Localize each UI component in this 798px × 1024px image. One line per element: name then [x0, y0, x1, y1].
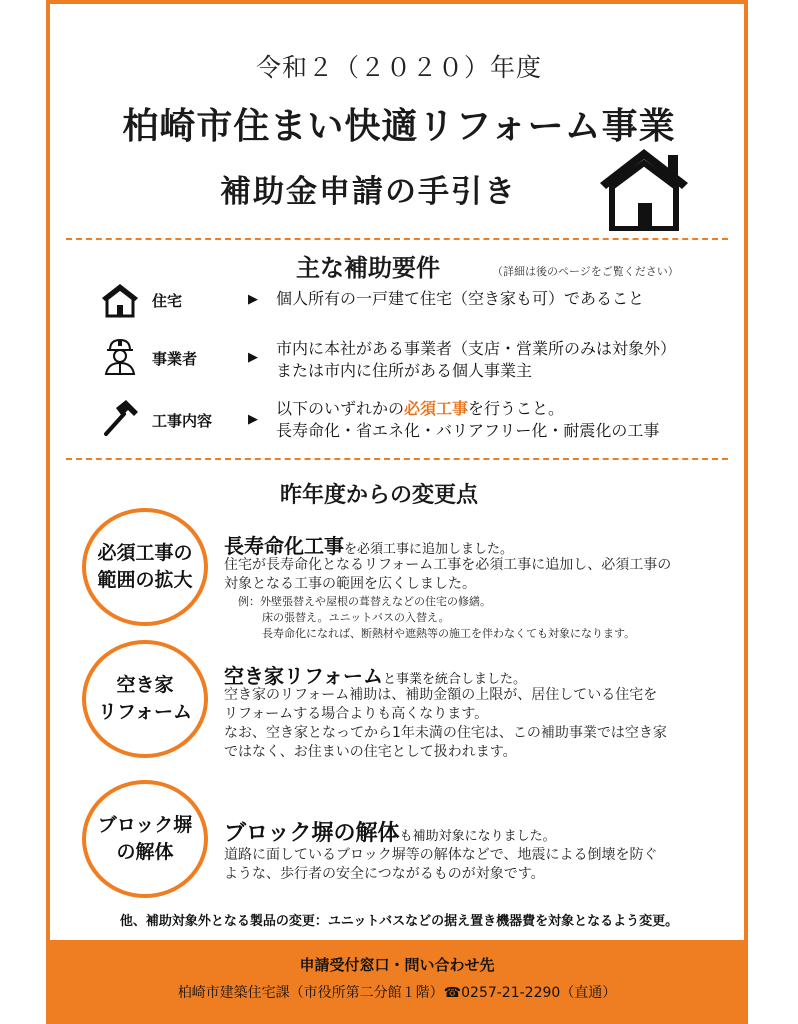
divider-top [66, 238, 728, 240]
changes-title: 昨年度からの変更点 [280, 483, 479, 508]
change-head-3: ブロック塀の解体も補助対象になりました。 [224, 821, 556, 846]
contact-box [46, 940, 748, 1024]
req-text-work: 以下のいずれかの必須工事を行うこと。 長寿命化・省エネ化・バリアフリー化・耐震化の工事 [276, 399, 660, 440]
change-circle-1: 必須工事の 範囲の拡大 [82, 508, 208, 626]
req-label-house: 住宅 [152, 292, 183, 310]
change-body-1: 住宅が長寿命化となるリフォーム工事を必須工事に追加し、必須工事の 対象となる工事の範囲を広くしました。 [224, 557, 672, 592]
contact-info: 柏崎市建築住宅課（市役所第二分館１階）☎0257-21-2290（直通） [177, 985, 617, 1001]
contact-title: 申請受付窓口・問い合わせ先 [299, 956, 495, 974]
change-body-2: 空き家のリフォーム補助は、補助金額の上限が、居住している住宅を リフォームする場合よりも高くなります。 なお、空き家となってから1年未満の住宅は、この補助事業では空き家 ではなく、お住まいの住宅として扱われます。 [224, 687, 667, 760]
house-icon [100, 280, 140, 320]
change-head-2: 空き家リフォームと事業を統合しました。 [224, 664, 527, 688]
req-label-contractor: 事業者 [152, 350, 198, 368]
house-icon [598, 145, 690, 231]
change-circle-2: 空き家 リフォーム [82, 640, 208, 758]
change-example-1: 例：外壁張替えや屋根の葺替えなどの住宅の修繕。 床の張替え。ユニットバスの入替え。 長寿命化になれば、断熱材や遮熱等の施工を伴わなくても対象になります。 [238, 595, 636, 640]
requirements-note: （詳細は後のページをご覧ください） [492, 265, 679, 278]
arrow-icon: ▶ [248, 350, 258, 365]
bottom-note: 他、補助対象外となる製品の変更：ユニットバスなどの据え置き機器費を対象となるよう変更。 [119, 914, 679, 929]
subtitle: 補助金申請の手引き [220, 174, 517, 210]
req-label-work: 工事内容 [152, 412, 213, 430]
change-head-1: 長寿命化工事を必須工事に追加しました。 [224, 534, 514, 558]
main-title: 柏崎市住まい快適リフォーム事業 [122, 106, 676, 147]
arrow-icon: ▶ [248, 412, 258, 427]
requirements-title: 主な補助要件 [296, 254, 440, 282]
arrow-icon: ▶ [248, 292, 258, 307]
req-text-house: 個人所有の一戸建て住宅（空き家も可）であること [276, 289, 645, 308]
worker-icon [100, 336, 140, 376]
divider-middle [66, 458, 728, 460]
fiscal-year: 令和２（２０２０）年度 [255, 53, 542, 82]
hammer-icon [100, 398, 140, 438]
required-work-highlight: 必須工事 [404, 399, 469, 418]
req-text-contractor: 市内に本社がある事業者（支店・営業所のみは対象外） または市内に住所がある個人事業主 [276, 339, 677, 380]
change-circle-3: ブロック塀 の解体 [82, 780, 208, 898]
change-body-3: 道路に面しているブロック塀等の解体などで、地震による倒壊を防ぐ ような、歩行者の安全につながるものが対象です。 [224, 847, 658, 882]
